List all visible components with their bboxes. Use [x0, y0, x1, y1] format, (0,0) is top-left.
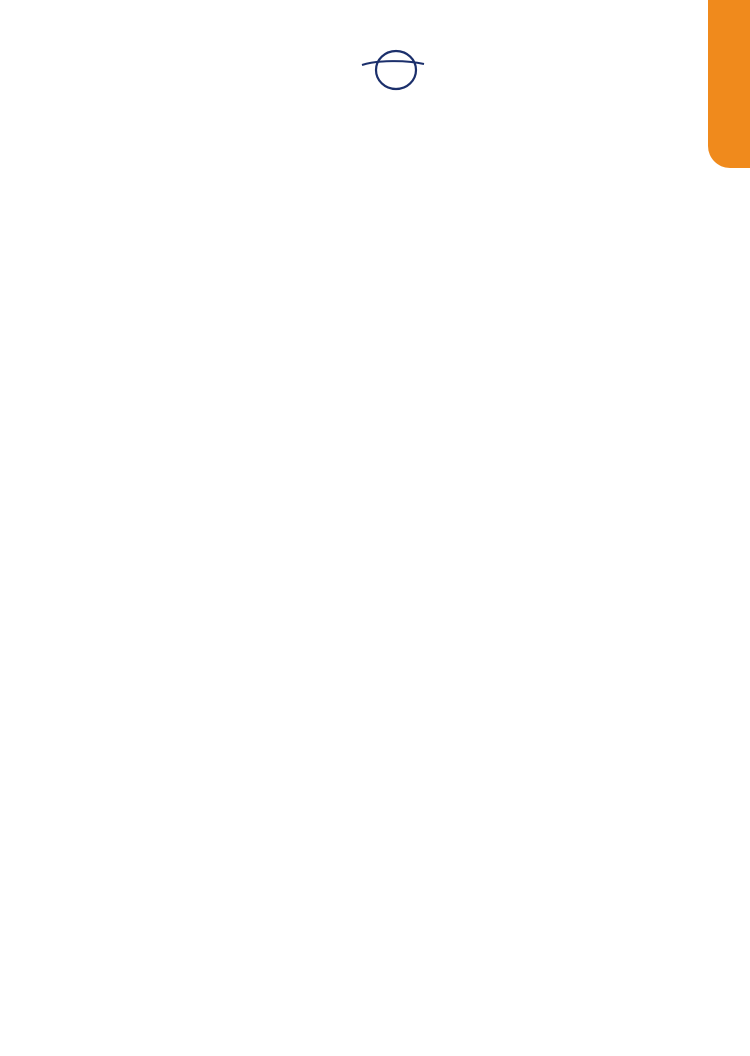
decorative-dots — [596, 995, 648, 1001]
company-logo — [360, 48, 426, 92]
company-header — [360, 46, 680, 106]
chapter-tab — [708, 0, 750, 168]
